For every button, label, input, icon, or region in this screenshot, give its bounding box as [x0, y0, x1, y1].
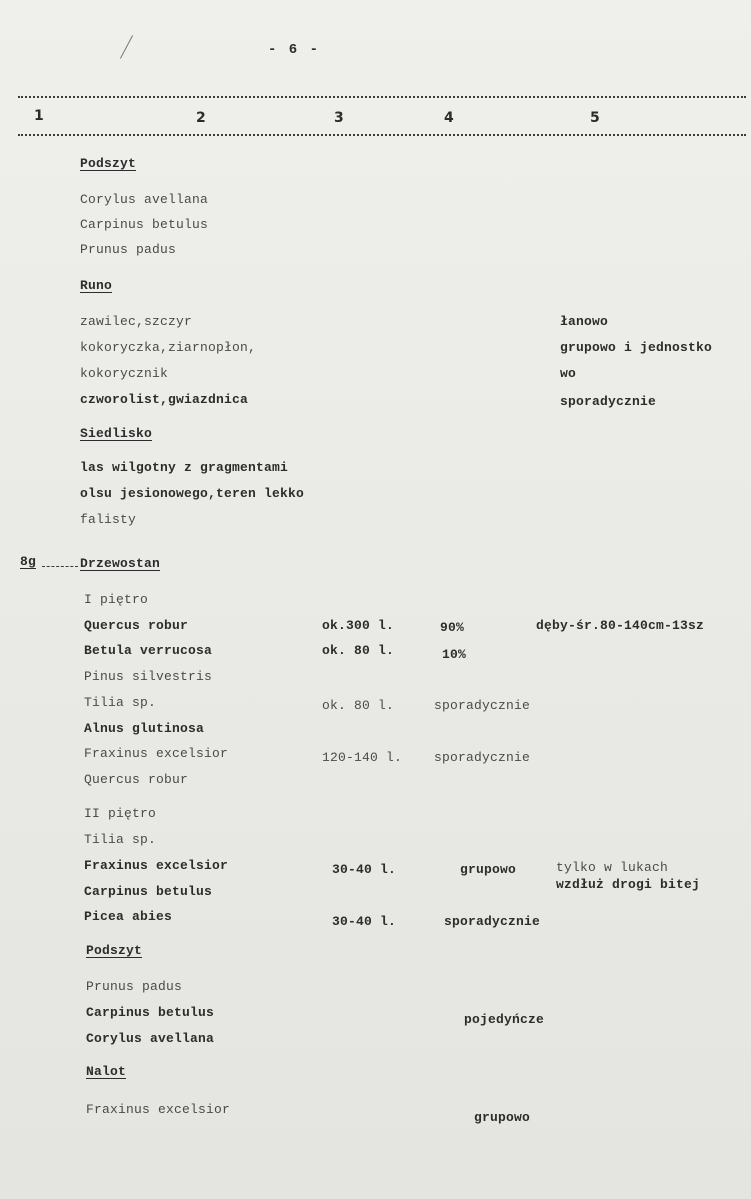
column-3-header: 3: [334, 110, 344, 126]
plant-entry: kokoryczka,ziarnopłon,: [80, 340, 257, 355]
header-rule-top: [18, 96, 746, 98]
plant-entry: kokorycznik: [80, 366, 169, 381]
species-entry: Corylus avellana: [86, 1031, 215, 1046]
tree-share: grupowo: [460, 862, 517, 877]
section-heading-drzewostan: Drzewostan: [80, 556, 161, 571]
column-1-header: 1: [34, 108, 44, 124]
column-4-header: 4: [444, 110, 454, 126]
species-entry: Prunus padus: [80, 242, 177, 257]
tree-species: Pinus silvestris: [84, 669, 213, 684]
species-note: grupowo: [474, 1110, 531, 1125]
species-entry: Fraxinus excelsior: [86, 1102, 231, 1117]
habitat-line: las wilgotny z gragmentami: [80, 460, 289, 475]
storey-label: II piętro: [84, 806, 157, 821]
plant-note: grupowo i jednostko: [560, 340, 713, 355]
tree-note: wzdłuż drogi bitej: [556, 877, 701, 892]
tree-species: Alnus glutinosa: [84, 721, 205, 736]
tree-note: tylko w lukach: [556, 860, 669, 875]
tree-age: 120-140 l.: [322, 750, 403, 765]
plant-entry: zawilec,szczyr: [80, 314, 193, 329]
tree-age: ok. 80 l.: [322, 698, 395, 713]
column-2-header: 2: [196, 110, 206, 126]
section-heading-siedlisko: Siedlisko: [80, 426, 153, 441]
tree-share: 90%: [440, 620, 465, 635]
tree-note: dęby-śr.80-140cm-13sz: [536, 618, 705, 633]
tree-age: ok.300 l.: [322, 618, 395, 633]
tree-species: Carpinus betulus: [84, 884, 213, 899]
plot-id-leader: [42, 566, 78, 567]
storey-label: I piętro: [84, 592, 149, 607]
plot-id: 8g: [20, 554, 37, 569]
species-entry: Carpinus betulus: [80, 217, 209, 232]
page-number: - 6 -: [268, 42, 321, 58]
species-entry: Carpinus betulus: [86, 1005, 215, 1020]
tree-share: sporadycznie: [444, 914, 541, 929]
tree-species: Tilia sp.: [84, 695, 157, 710]
section-heading-runo: Runo: [80, 278, 113, 293]
tree-age: 30-40 l.: [332, 914, 397, 929]
species-note: pojedyńcze: [464, 1012, 545, 1027]
tree-species: Betula verrucosa: [84, 643, 213, 658]
plant-note: wo: [560, 366, 577, 381]
tree-species: Tilia sp.: [84, 832, 157, 847]
tree-species: Fraxinus excelsior: [84, 858, 229, 873]
habitat-line: olsu jesionowego,teren lekko: [80, 486, 305, 501]
species-entry: Corylus avellana: [80, 192, 209, 207]
species-entry: Prunus padus: [86, 979, 183, 994]
header-rule-bottom: [18, 134, 746, 136]
section-heading-nalot: Nalot: [86, 1064, 127, 1079]
tree-species: Fraxinus excelsior: [84, 746, 229, 761]
plant-entry: czworolist,gwiazdnica: [80, 392, 249, 407]
column-5-header: 5: [590, 110, 600, 126]
pen-mark: [120, 35, 133, 58]
section-heading-podszyt: Podszyt: [86, 943, 143, 958]
plant-note: sporadycznie: [560, 394, 657, 409]
tree-age: 30-40 l.: [332, 862, 397, 877]
tree-species: Quercus robur: [84, 772, 189, 787]
tree-share: sporadycznie: [434, 750, 531, 765]
tree-species: Picea abies: [84, 909, 173, 924]
tree-age: ok. 80 l.: [322, 643, 395, 658]
tree-species: Quercus robur: [84, 618, 189, 633]
habitat-line: falisty: [80, 512, 137, 527]
section-heading-podszyt: Podszyt: [80, 156, 137, 171]
plant-note: łanowo: [560, 314, 609, 329]
tree-share: sporadycznie: [434, 698, 531, 713]
tree-share: 10%: [442, 647, 467, 662]
